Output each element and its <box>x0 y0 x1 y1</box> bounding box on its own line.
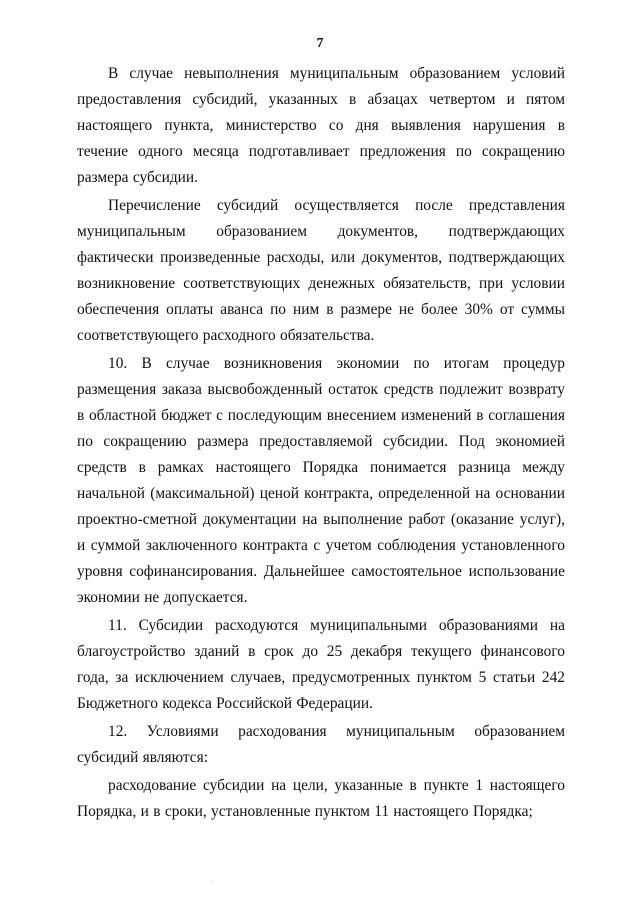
document-body <box>77 61 565 825</box>
paragraph-item-10: 10. В случае возникновения экономии по итогам процедур размещения заказа высвобожденный остаток средств подлежит возврату в областной бюджет с последующим внесением изменений в соглашения по сокращению размера предоставляемой субсидии. Под экономией средств в рамках настоящего Порядка понимается разница между начальной (максимальной) ценой контракта, определенной на основании проектно-сметной документации на выполнение работ (оказание услуг), и суммой заключенного контракта с учетом соблюдения установленного уровня софинансирования. Дальнейшее самостоятельное использование экономии не допускается. <box>77 355 565 606</box>
paragraph-spending-condition: расходование субсидии на цели, указанные в пункте 1 настоящего Порядка, и в сроки, установленные пунктом 11 настоящего Порядка; <box>77 777 565 820</box>
paragraph-item-11: 11. Субсидии расходуются муниципальными образованиями на благоустройство зданий в срок до 25 декабря текущего финансового года, за исключением случаев, предусмотренных пунктом 5 статьи 242 Бюджетного кодекса Российской Федерации. <box>77 617 565 712</box>
paragraph-subsidy-violation: В случае невыполнения муниципальным образованием условий предоставления субсидий, указанных в абзацах четвертом и пятом настоящего пункта, министерство со дня выявления нарушения в течение одного месяца подготавливает предложения по сокращению размера субсидии. <box>77 65 565 186</box>
scan-artifact <box>212 880 213 881</box>
paragraph-item-12: 12. Условиями расходования муниципальным образованием субсидий являются: <box>77 723 565 766</box>
paragraph-subsidy-transfer: Перечисление субсидий осуществляется после представления муниципальным образованием документов, подтверждающих фактически произведенные расходы, или документов, подтверждающих возникновение соответствующих денежных обязательств, при условии обеспечения оплаты аванса по ним в размере не более 30% от суммы соответствующего расходного обязательства. <box>77 197 565 344</box>
page-number: 7 <box>316 36 324 51</box>
